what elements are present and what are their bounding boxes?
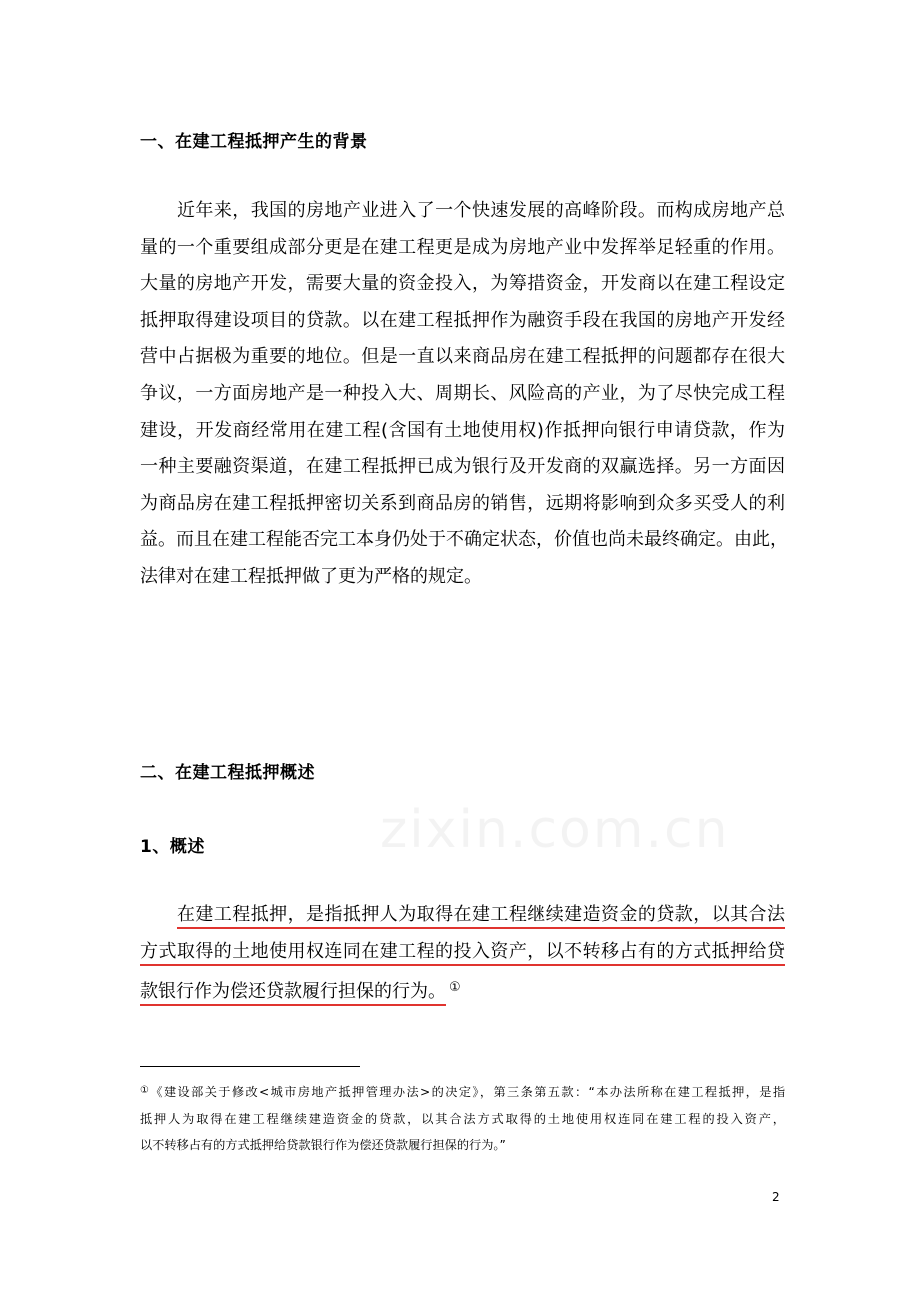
paragraph-line: 为商品房在建工程抵押密切关系到商品房的销售，远期将影响到众多买受人的利 bbox=[140, 492, 785, 514]
definition-paragraph bbox=[140, 897, 785, 1011]
underlined-text: 款银行作为偿还贷款履行担保的行为。 bbox=[140, 981, 446, 1003]
definition-line bbox=[140, 970, 785, 1011]
section-heading-overview: 二、在建工程抵押概述 bbox=[140, 763, 315, 783]
subsection-heading-overview: 1、概述 bbox=[140, 837, 205, 857]
footnote-line: 抵押人为取得在建工程继续建造资金的贷款，以其合法方式取得的土地使用权连同在建工程的投入资产， bbox=[140, 1111, 785, 1126]
underlined-text: 方式取得的土地使用权连同在建工程的投入资产，以不转移占有的方式抵押给贷 bbox=[140, 940, 785, 962]
footnote-line: 以不转移占有的方式抵押给贷款银行作为偿还贷款履行担保的行为。” bbox=[140, 1138, 506, 1152]
definition-line bbox=[140, 897, 785, 934]
background-paragraph bbox=[140, 193, 788, 596]
paragraph-line: 争议，一方面房地产是一种投入大、周期长、风险高的产业，为了尽快完成工程 bbox=[140, 382, 785, 404]
footnote-text: 《建设部关于修改<城市房地产抵押管理办法>的决定》，第三条第五款：“本办法所称在建工程抵押，是指 bbox=[150, 1085, 786, 1099]
footnote-reference[interactable]: ① bbox=[449, 980, 461, 996]
paragraph-line: 营中占据极为重要的地位。但是一直以来商品房在建工程抵押的问题都存在很大 bbox=[140, 346, 785, 368]
page-number: 2 bbox=[772, 1190, 780, 1204]
footnote-mark: ① bbox=[140, 1085, 151, 1096]
paragraph-line: 近年来，我国的房地产业进入了一个快速发展的高峰阶段。而构成房地产总 bbox=[177, 200, 785, 221]
paragraph-line: 一种主要融资渠道，在建工程抵押已成为银行及开发商的双赢选择。另一方面因 bbox=[140, 456, 785, 478]
paragraph-line: 建设，开发商经常用在建工程(含国有土地使用权)作抵押向银行申请贷款，作为 bbox=[140, 419, 785, 441]
paragraph-line: 抵押取得建设项目的贷款。以在建工程抵押作为融资手段在我国的房地产开发经 bbox=[140, 309, 785, 331]
footnote-line bbox=[140, 1078, 785, 1106]
paragraph-line: 大量的房地产开发，需要大量的资金投入，为筹措资金，开发商以在建工程设定 bbox=[140, 273, 785, 295]
footnote bbox=[140, 1078, 785, 1159]
section-heading-background: 一、在建工程抵押产生的背景 bbox=[140, 132, 368, 152]
watermark bbox=[380, 800, 730, 860]
underlined-text: 在建工程抵押，是指抵押人为取得在建工程继续建造资金的贷款，以其合法 bbox=[177, 904, 785, 925]
definition-line bbox=[140, 934, 785, 971]
paragraph-line: 量的一个重要组成部分更是在建工程更是成为房地产业中发挥举足轻重的作用。 bbox=[140, 236, 785, 258]
footnote-separator bbox=[140, 1066, 360, 1067]
paragraph-line: 法律对在建工程抵押做了更为严格的规定。 bbox=[140, 565, 482, 587]
paragraph-line: 益。而且在建工程能否完工本身仍处于不确定状态，价值也尚未最终确定。由此， bbox=[140, 529, 788, 551]
